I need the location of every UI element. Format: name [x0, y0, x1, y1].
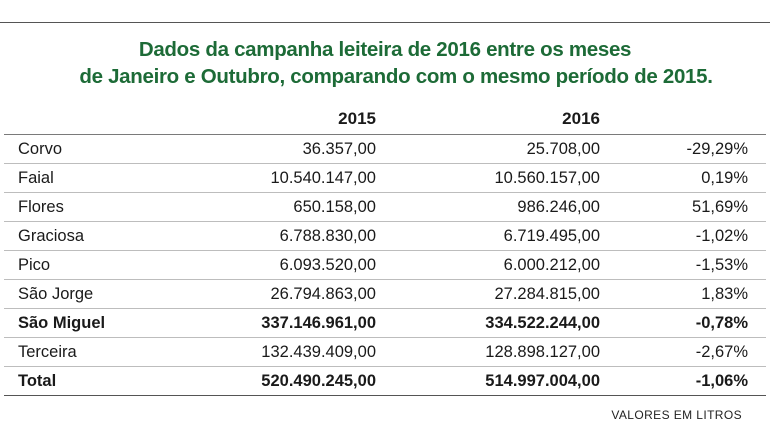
cell-2016: 25.708,00 [376, 135, 600, 164]
table-row [4, 280, 766, 309]
cell-region: Total [4, 367, 188, 396]
title-line-2: de Janeiro e Outubro, comparando com o mesmo período de 2015. [79, 65, 713, 88]
page-title [0, 36, 770, 90]
footnote-units: VALORES EM LITROS [611, 408, 742, 422]
cell-2016: 27.284.815,00 [376, 280, 600, 309]
cell-variation: 0,19% [600, 164, 766, 193]
title-line-1: Dados da campanha leiteira de 2016 entre os meses [138, 38, 632, 61]
cell-2015: 650.158,00 [188, 193, 376, 222]
cell-variation: 51,69% [600, 193, 766, 222]
cell-2016: 6.719.495,00 [376, 222, 600, 251]
cell-2016: 514.997.004,00 [376, 367, 600, 396]
cell-2015: 10.540.147,00 [188, 164, 376, 193]
cell-variation: -1,06% [600, 367, 766, 396]
cell-2015: 337.146.961,00 [188, 309, 376, 338]
cell-region: Faial [4, 164, 188, 193]
table-row [4, 193, 766, 222]
cell-region: Graciosa [4, 222, 188, 251]
table-row [4, 135, 766, 164]
cell-variation: -2,67% [600, 338, 766, 367]
cell-variation: -0,78% [600, 309, 766, 338]
cell-2015: 26.794.863,00 [188, 280, 376, 309]
data-table [4, 104, 766, 396]
cell-region: Terceira [4, 338, 188, 367]
cell-region: São Miguel [4, 309, 188, 338]
cell-variation: -29,29% [600, 135, 766, 164]
cell-2015: 6.788.830,00 [188, 222, 376, 251]
cell-2015: 6.093.520,00 [188, 251, 376, 280]
cell-2015: 520.490.245,00 [188, 367, 376, 396]
cell-2016: 10.560.157,00 [376, 164, 600, 193]
table-header-row [4, 104, 766, 135]
header-2016: 2016 [376, 104, 600, 135]
table-row [4, 338, 766, 367]
header-region [4, 104, 188, 135]
cell-variation: -1,53% [600, 251, 766, 280]
cell-region: Corvo [4, 135, 188, 164]
table-body [4, 135, 766, 396]
cell-region: Flores [4, 193, 188, 222]
table-row [4, 164, 766, 193]
header-variation [600, 104, 766, 135]
cell-2015: 132.439.409,00 [188, 338, 376, 367]
cell-variation: -1,02% [600, 222, 766, 251]
cell-2015: 36.357,00 [188, 135, 376, 164]
cell-region: Pico [4, 251, 188, 280]
table-row [4, 251, 766, 280]
cell-2016: 986.246,00 [376, 193, 600, 222]
table-row [4, 222, 766, 251]
top-rule [0, 22, 770, 23]
table-row [4, 309, 766, 338]
cell-region: São Jorge [4, 280, 188, 309]
cell-2016: 6.000.212,00 [376, 251, 600, 280]
cell-2016: 334.522.244,00 [376, 309, 600, 338]
header-2015: 2015 [188, 104, 376, 135]
cell-2016: 128.898.127,00 [376, 338, 600, 367]
total-row [4, 367, 766, 396]
cell-variation: 1,83% [600, 280, 766, 309]
